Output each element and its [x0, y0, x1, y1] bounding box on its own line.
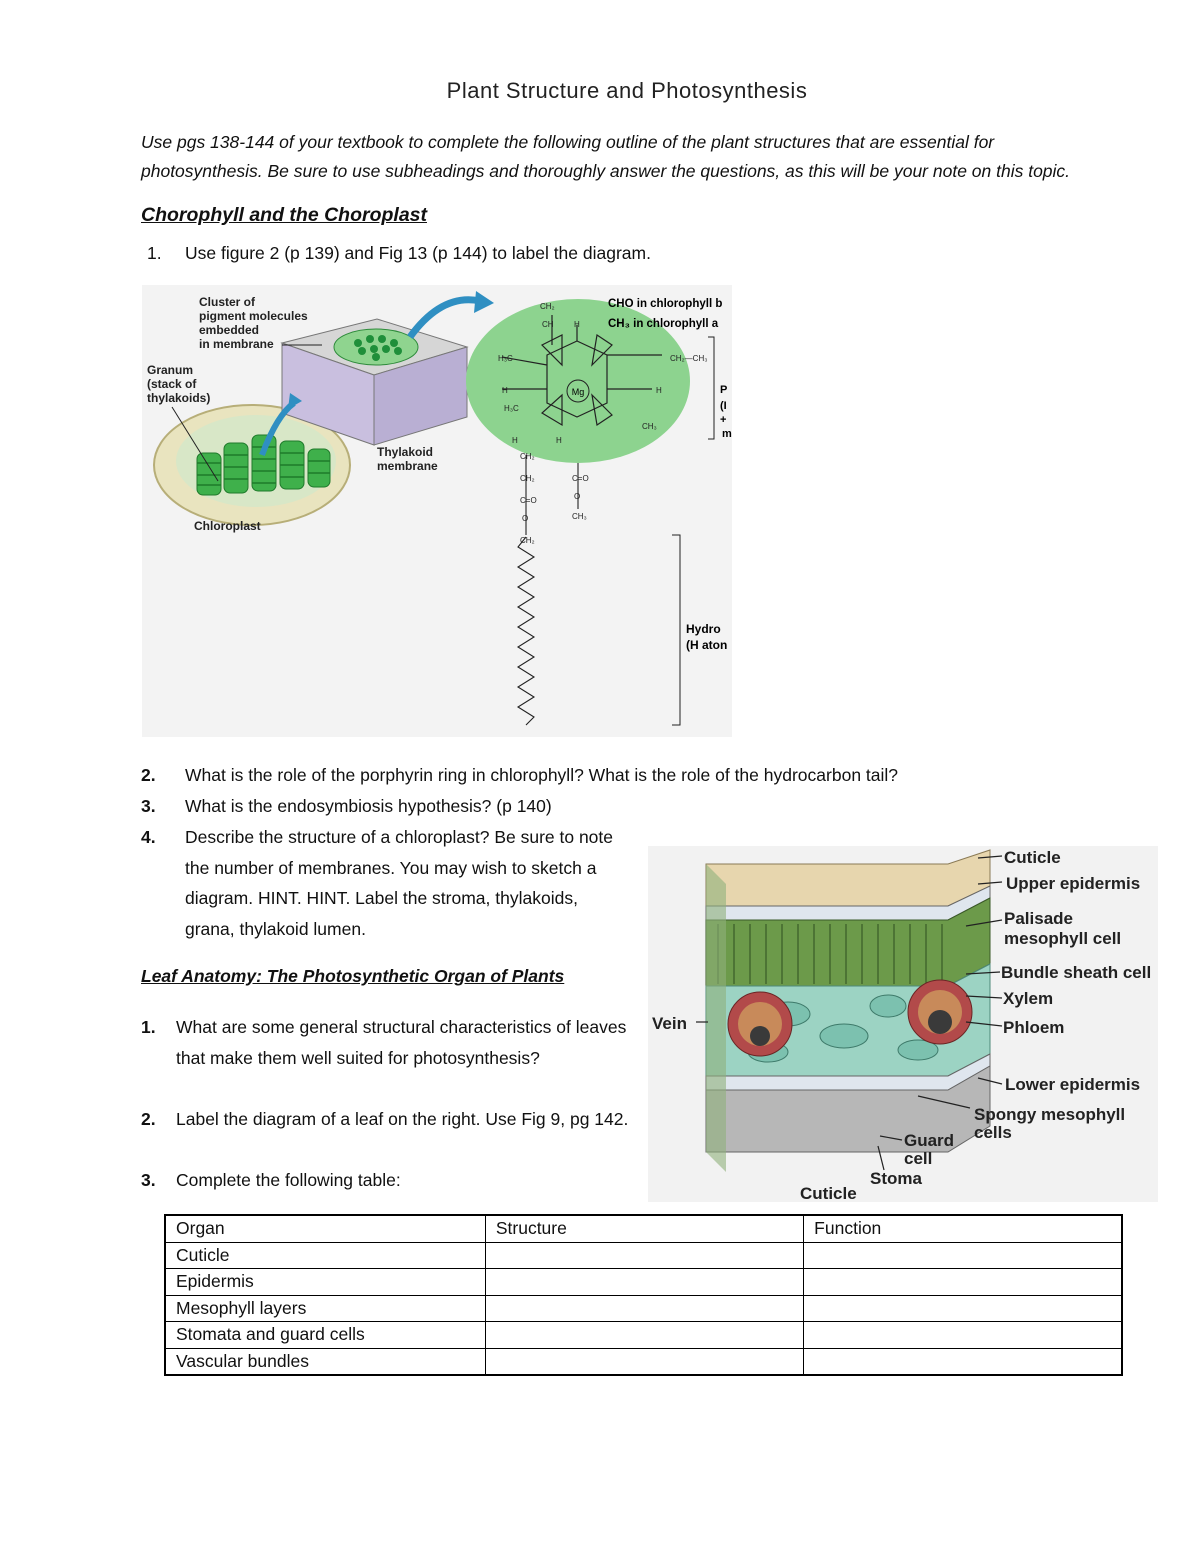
svg-text:C=O: C=O	[520, 496, 537, 505]
table-row	[165, 1322, 1122, 1349]
phloem-left	[750, 1026, 770, 1046]
table-cell-structure[interactable]	[485, 1242, 803, 1269]
svg-text:O: O	[522, 514, 529, 523]
leaf-question-1	[141, 1012, 631, 1073]
svg-text:H₃C: H₃C	[504, 404, 519, 413]
mg-label: Mg	[571, 387, 585, 397]
question-text: Use figure 2 (p 139) and Fig 13 (p 144) to label the diagram.	[185, 243, 651, 263]
question-number: 2.	[141, 1109, 156, 1129]
bracket-label-2: (I	[720, 400, 727, 412]
svg-text:CH₂: CH₂	[520, 536, 535, 545]
table-cell-function[interactable]	[804, 1242, 1122, 1269]
svg-text:CH₂: CH₂	[540, 302, 555, 311]
table-cell-organ: Epidermis	[165, 1269, 485, 1296]
label-guard-2: cell	[904, 1149, 933, 1168]
table-header-row	[165, 1215, 1122, 1242]
table-row	[165, 1269, 1122, 1296]
hydro-label-1: Hydro	[686, 622, 721, 636]
phloem-right	[928, 1010, 952, 1034]
table-cell-organ: Cuticle	[165, 1242, 485, 1269]
table-row	[165, 1295, 1122, 1322]
table-cell-function[interactable]	[804, 1322, 1122, 1349]
label-vein: Vein	[652, 1014, 687, 1033]
question-1	[147, 238, 1047, 269]
chlorophyll-diagram	[142, 285, 732, 737]
granum-label-2: (stack of	[147, 377, 197, 391]
svg-text:H: H	[502, 386, 508, 395]
table-cell-organ: Mesophyll layers	[165, 1295, 485, 1322]
table-cell-function[interactable]	[804, 1269, 1122, 1296]
label-spongy-1: Spongy mesophyll	[974, 1105, 1126, 1124]
svg-text:C=O: C=O	[572, 474, 589, 483]
granum-label-3: thylakoids)	[147, 391, 211, 405]
svg-text:CH₂: CH₂	[520, 474, 535, 483]
svg-text:H₃C: H₃C	[498, 354, 513, 363]
cho-label: CHO in chlorophyll b	[608, 298, 723, 310]
table-cell-organ: Vascular bundles	[165, 1348, 485, 1375]
leaf-question-3	[141, 1165, 631, 1196]
svg-text:CH: CH	[542, 320, 554, 329]
bracket-label-3: +	[720, 414, 727, 426]
hydro-label-2: (H aton	[686, 638, 728, 652]
svg-text:H: H	[556, 436, 562, 445]
cluster-label-4: in membrane	[199, 337, 274, 351]
svg-text:H: H	[574, 320, 580, 329]
page-title: Plant Structure and Photosynthesis	[446, 78, 808, 103]
table-header: Structure	[485, 1215, 803, 1242]
bracket-label-1: P	[720, 384, 728, 396]
chloroplast-label: Chloroplast	[194, 519, 261, 533]
intro-instructions: Use pgs 138-144 of your textbook to complete the following outline of the plant structures that are essential for photosynthesis. Be sure to use subheadings and thoroughly answer the questions, as this will be your note on this topic.	[141, 132, 1071, 181]
section-heading-leaf-anatomy: Leaf Anatomy: The Photosynthetic Organ of Plants	[141, 966, 565, 986]
leaf-question-2	[141, 1104, 631, 1135]
question-text: What is the role of the porphyrin ring in chlorophyll? What is the role of the hydrocarbon tail?	[185, 765, 899, 785]
thylakoid-label-1: Thylakoid	[377, 445, 434, 459]
bracket-label-4: m	[722, 428, 732, 440]
label-guard-1: Guard	[904, 1131, 955, 1150]
svg-text:CH₃: CH₃	[572, 512, 587, 521]
svg-text:H: H	[512, 436, 518, 445]
svg-text:CH₂—CH₃: CH₂—CH₃	[670, 354, 708, 363]
question-number: 3.	[141, 796, 156, 816]
question-text: Describe the structure of a chloroplast? Be sure to note the number of membranes. You may wish to sketch a diagram. HINT. HINT. Label the stroma, thylakoids, grana, thylakoid lumen.	[185, 827, 614, 939]
side-face	[706, 864, 726, 1172]
question-number: 1.	[141, 1017, 156, 1037]
label-cuticle-bottom: Cuticle	[800, 1184, 857, 1202]
table-cell-structure[interactable]	[485, 1295, 803, 1322]
granum-label-1: Granum	[147, 363, 194, 377]
question-3	[141, 791, 1141, 822]
organ-table	[164, 1214, 1123, 1376]
cluster-label-1: Cluster of	[199, 295, 256, 309]
table-header: Organ	[165, 1215, 485, 1242]
table-row	[165, 1242, 1122, 1269]
thylakoid-label-2: membrane	[377, 459, 438, 473]
question-text: Complete the following table:	[176, 1170, 401, 1190]
label-stoma: Stoma	[870, 1169, 922, 1188]
table-row	[165, 1348, 1122, 1375]
svg-text:CH₃: CH₃	[642, 422, 657, 431]
section-heading-chlorophyll: Chorophyll and the Choroplast	[141, 204, 427, 226]
table-header: Function	[804, 1215, 1122, 1242]
label-palisade-1: Palisade	[1004, 909, 1073, 928]
label-phloem: Phloem	[1003, 1018, 1065, 1037]
cluster-label-2: pigment molecules	[199, 309, 308, 323]
label-upper-epidermis: Upper epidermis	[1006, 874, 1141, 893]
table-cell-structure[interactable]	[485, 1348, 803, 1375]
question-text: Label the diagram of a leaf on the right. Use Fig 9, pg 142.	[176, 1109, 629, 1129]
question-text: What is the endosymbiosis hypothesis? (p 140)	[185, 796, 552, 816]
ch3-label: CH₃ in chlorophyll a	[608, 318, 719, 330]
table-cell-structure[interactable]	[485, 1322, 803, 1349]
label-xylem: Xylem	[1003, 989, 1054, 1008]
label-palisade-2: mesophyll cell	[1004, 929, 1122, 948]
table-cell-function[interactable]	[804, 1348, 1122, 1375]
svg-text:O: O	[574, 492, 581, 501]
leaf-cross-section-diagram	[648, 846, 1158, 1202]
table-cell-organ: Stomata and guard cells	[165, 1322, 485, 1349]
table-cell-structure[interactable]	[485, 1269, 803, 1296]
svg-text:H: H	[656, 386, 662, 395]
question-4	[141, 822, 631, 944]
svg-text:CH₂: CH₂	[520, 452, 535, 461]
question-number: 4.	[141, 827, 156, 847]
label-spongy-2: cells	[974, 1123, 1012, 1142]
cluster-label-3: embedded	[199, 323, 260, 337]
table-cell-function[interactable]	[804, 1295, 1122, 1322]
question-number: 1.	[147, 243, 162, 263]
label-lower-epidermis: Lower epidermis	[1005, 1075, 1141, 1094]
label-bundle-sheath: Bundle sheath cell	[1001, 963, 1152, 982]
label-cuticle-top: Cuticle	[1004, 848, 1061, 867]
question-text: What are some general structural characteristics of leaves that make them well suited for photosynthesis?	[176, 1017, 627, 1068]
question-2	[141, 760, 1141, 791]
question-number: 3.	[141, 1170, 156, 1190]
question-number: 2.	[141, 765, 156, 785]
